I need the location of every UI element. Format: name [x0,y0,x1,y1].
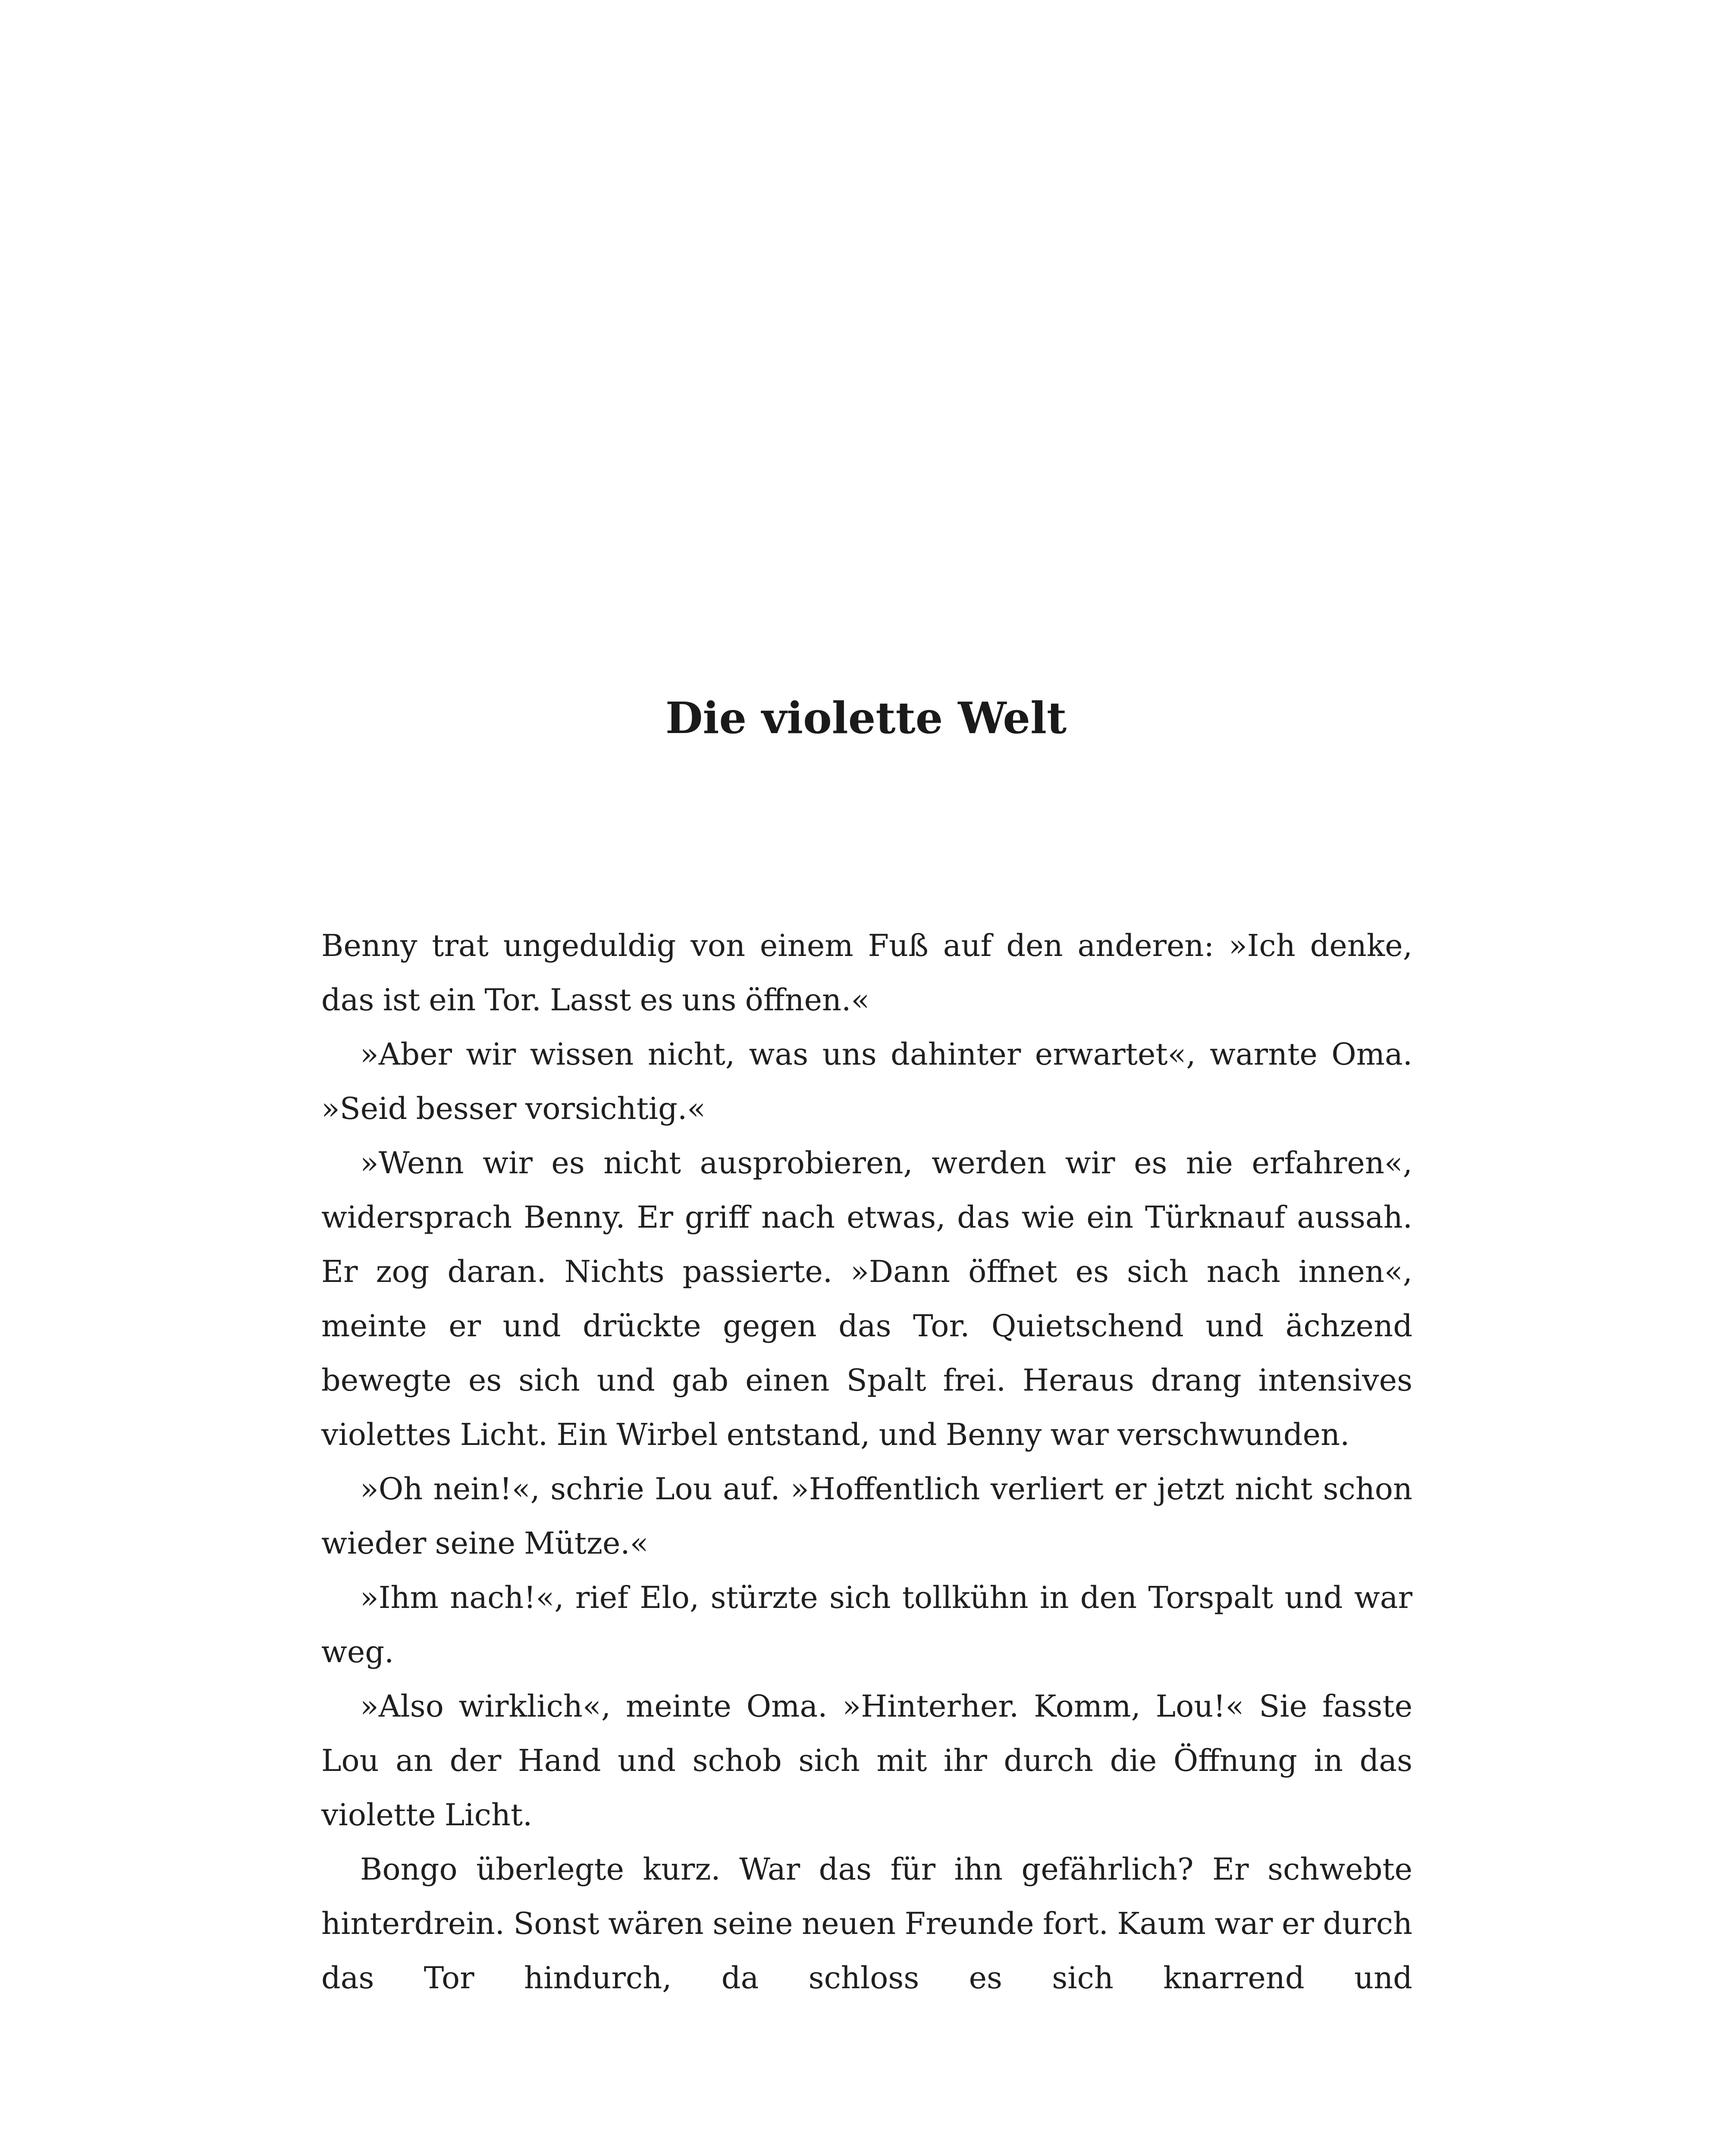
paragraph: »Oh nein!«, schrie Lou auf. »Hoffentlich verliert er jetzt nicht schon wieder seine Mütze.« [321,1471,1412,1561]
paragraph: »Ihm nach!«, rief Elo, stürzte sich tollkühn in den Torspalt und war weg. [321,1580,1412,1670]
paragraph: »Wenn wir es nicht ausprobieren, werden wir es nie erfahren«, widersprach Benny. Er griff nach etwas, das wie ein Türknauf aussah. Er zog daran. Nichts passierte. »Dann öffnet es sich nach innen«, meinte er und drückte gegen das Tor. Quietschend und ächzend bewegte es sich und gab einen Spalt frei. Heraus drang intensives violettes Licht. Ein Wirbel entstand, und Benny war verschwunden. [321,1145,1412,1452]
paragraph: »Aber wir wissen nicht, was uns dahinter erwartet«, warnte Oma. »Seid besser vorsichtig.« [321,1037,1412,1126]
paragraph: Bongo überlegte kurz. War das für ihn gefährlich? Er schwebte hinterdrein. Sonst wären seine neuen Freunde fort. Kaum war er durch das Tor hindurch, da schloss es sich knarrend und [321,1852,1412,1996]
chapter-body [321,918,1412,2005]
paragraph: Benny trat ungeduldig von einem Fuß auf den anderen: »Ich denke, das ist ein Tor. Lasst es uns öffnen.« [321,928,1412,1018]
chapter-title: Die violette Welt [665,693,1067,743]
paragraph: »Also wirklich«, meinte Oma. »Hinterher. Komm, Lou!« Sie fasste Lou an der Hand und schob sich mit ihr durch die Öffnung in das violette Licht. [321,1689,1412,1833]
